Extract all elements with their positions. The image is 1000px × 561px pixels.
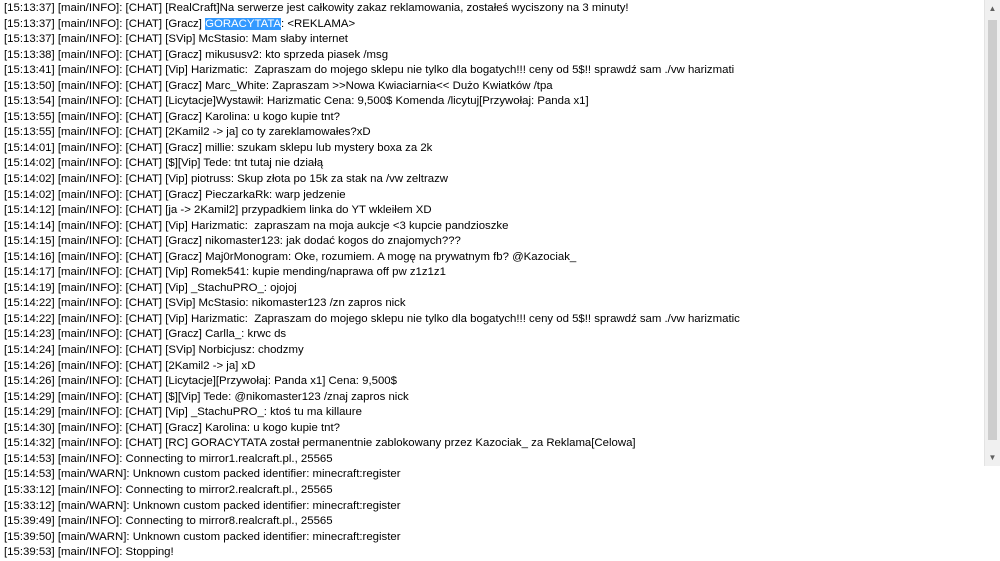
log-line-text: [15:14:15] [main/INFO]: [CHAT] [Gracz] nikomaster123: jak dodać kogos do znajomych??? [4,235,461,248]
log-line [4,1,984,17]
log-line [4,296,984,312]
log-line-text: [15:14:02] [main/INFO]: [CHAT] [$][Vip] Tede: tnt tutaj nie działą [4,157,324,170]
log-line [4,405,984,421]
log-line-text: [15:14:02] [main/INFO]: [CHAT] [Vip] piotruss: Skup złota po 15k za stak na /vw zeltrazw [4,173,449,186]
log-line [4,110,984,126]
log-line-text: [15:14:16] [main/INFO]: [CHAT] [Gracz] Maj0rMonogram: Oke, rozumiem. A mogę na prywatnym fb? @Kazociak_ [4,250,577,263]
log-line [4,390,984,406]
log-line [4,17,984,33]
log-line-text: [15:14:26] [main/INFO]: [CHAT] [Licytacje][Przywołaj: Panda x1] Cena: 9,500$ [4,375,397,388]
log-line-text: [15:13:54] [main/INFO]: [CHAT] [Licytacje]Wystawił: Harizmatic Cena: 9,500$ Komenda /licytuj[Przywołaj: Panda x1] [4,95,589,108]
log-line-text: [15:13:38] [main/INFO]: [CHAT] [Gracz] mikususv2: kto sprzeda piasek /msg [4,48,389,61]
log-line-text: [15:14:23] [main/INFO]: [CHAT] [Gracz] Carlla_: krwc ds [4,328,287,341]
chevron-up-icon: ▲ [988,4,997,13]
log-line [4,63,984,79]
selected-text[interactable]: GORACYTATA [205,17,282,30]
log-line-text: [15:13:37] [main/INFO]: [CHAT] [Gracz] [4,17,206,30]
log-line [4,421,984,437]
log-line-text: [15:14:26] [main/INFO]: [CHAT] [2Kamil2 -> ja] xD [4,359,256,372]
scroll-down-button[interactable] [985,449,1000,466]
log-line [4,188,984,204]
log-line [4,32,984,48]
log-line [4,48,984,64]
log-line [4,343,984,359]
scrollbar-thumb[interactable] [988,20,997,440]
log-line [4,452,984,468]
log-line [4,172,984,188]
log-line-text: [15:14:24] [main/INFO]: [CHAT] [SVip] Norbicjusz: chodzmy [4,344,304,357]
log-line-text: [15:14:17] [main/INFO]: [CHAT] [Vip] Romek541: kupie mending/naprawa off pw z1z1z1 [4,266,446,279]
log-line-text: [15:14:32] [main/INFO]: [CHAT] [RC] GORACYTATA został permanentnie zablokowany przez Kazociak_ za Reklama[Celowa] [4,437,636,450]
log-line-text: [15:33:12] [main/WARN]: Unknown custom packed identifier: minecraft:register [4,499,401,512]
log-line [4,499,984,515]
chevron-down-icon: ▼ [988,453,997,462]
log-line-text: : <REKLAMA> [281,17,356,30]
log-line [4,545,984,561]
log-line [4,265,984,281]
log-line-text: [15:14:22] [main/INFO]: [CHAT] [SVip] McStasio: nikomaster123 /zn zapros nick [4,297,406,310]
log-line [4,514,984,530]
log-line [4,483,984,499]
log-line [4,94,984,110]
log-line [4,436,984,452]
log-line [4,374,984,390]
log-line-text: [15:39:50] [main/WARN]: Unknown custom packed identifier: minecraft:register [4,530,401,543]
log-line-text: [15:14:12] [main/INFO]: [CHAT] [ja -> 2Kamil2] przypadkiem linka do YT wkleiłem XD [4,204,432,217]
log-line [4,125,984,141]
log-line-text: [15:33:12] [main/INFO]: Connecting to mirror2.realcraft.pl., 25565 [4,483,333,496]
log-line-text: [15:13:55] [main/INFO]: [CHAT] [Gracz] Karolina: u kogo kupie tnt? [4,110,340,123]
log-line [4,467,984,483]
log-line-text: [15:13:37] [main/INFO]: [CHAT] [SVip] McStasio: Mam słaby internet [4,33,348,46]
log-line-text: [15:39:49] [main/INFO]: Connecting to mirror8.realcraft.pl., 25565 [4,515,333,528]
log-line [4,250,984,266]
log-line-text: [15:14:01] [main/INFO]: [CHAT] [Gracz] millie: szukam sklepu lub mystery boxa za 2k [4,141,433,154]
log-line [4,234,984,250]
log-line-text: [15:14:22] [main/INFO]: [CHAT] [Vip] Harizmatic: Zapraszam do mojego sklepu nie tylko dla bogatych!!! ceny od 5$!! sprawdź sam ./vw harizmatic [4,312,740,325]
log-line [4,141,984,157]
log-line-text: [15:14:53] [main/WARN]: Unknown custom packed identifier: minecraft:register [4,468,401,481]
vertical-scrollbar[interactable] [984,0,1000,466]
log-line [4,312,984,328]
log-line-text: [15:14:53] [main/INFO]: Connecting to mirror1.realcraft.pl., 25565 [4,452,333,465]
log-line-text: [15:13:50] [main/INFO]: [CHAT] [Gracz] Marc_White: Zapraszam >>Nowa Kwiaciarnia<< Dużo Kwiatków /tpa [4,79,553,92]
log-line [4,530,984,546]
log-line-text: [15:14:19] [main/INFO]: [CHAT] [Vip] _StachuPRO_: ojojoj [4,281,297,294]
log-line-text: [15:14:29] [main/INFO]: [CHAT] [$][Vip] Tede: @nikomaster123 /znaj zapros nick [4,390,409,403]
log-line [4,203,984,219]
log-line [4,79,984,95]
log-line-text: [15:14:29] [main/INFO]: [CHAT] [Vip] _StachuPRO_: ktoś tu ma killaure [4,406,362,419]
log-line [4,359,984,375]
log-line [4,156,984,172]
log-line-text: [15:13:41] [main/INFO]: [CHAT] [Vip] Harizmatic: Zapraszam do mojego sklepu nie tylko dla bogatych!!! ceny od 5$!! sprawdź sam ./vw harizmati [4,64,735,77]
log-line [4,219,984,235]
log-line [4,281,984,297]
log-line-text: [15:14:30] [main/INFO]: [CHAT] [Gracz] Karolina: u kogo kupie tnt? [4,421,340,434]
log-line-text: [15:13:55] [main/INFO]: [CHAT] [2Kamil2 -> ja] co ty zareklamowałes?xD [4,126,371,139]
log-line-text: [15:14:14] [main/INFO]: [CHAT] [Vip] Harizmatic: zapraszam na moja aukcje <3 kupcie pandzioszke [4,219,509,232]
scroll-up-button[interactable] [985,0,1000,17]
log-line-text: [15:13:37] [main/INFO]: [CHAT] [RealCraft]Na serwerze jest całkowity zakaz reklamowania, zostałeś wyciszony na 3 minuty! [4,2,629,14]
log-line-text: [15:39:53] [main/INFO]: Stopping! [4,546,174,559]
log-line-text: [15:14:02] [main/INFO]: [CHAT] [Gracz] PieczarkaRk: warp jedzenie [4,188,346,201]
log-line [4,327,984,343]
